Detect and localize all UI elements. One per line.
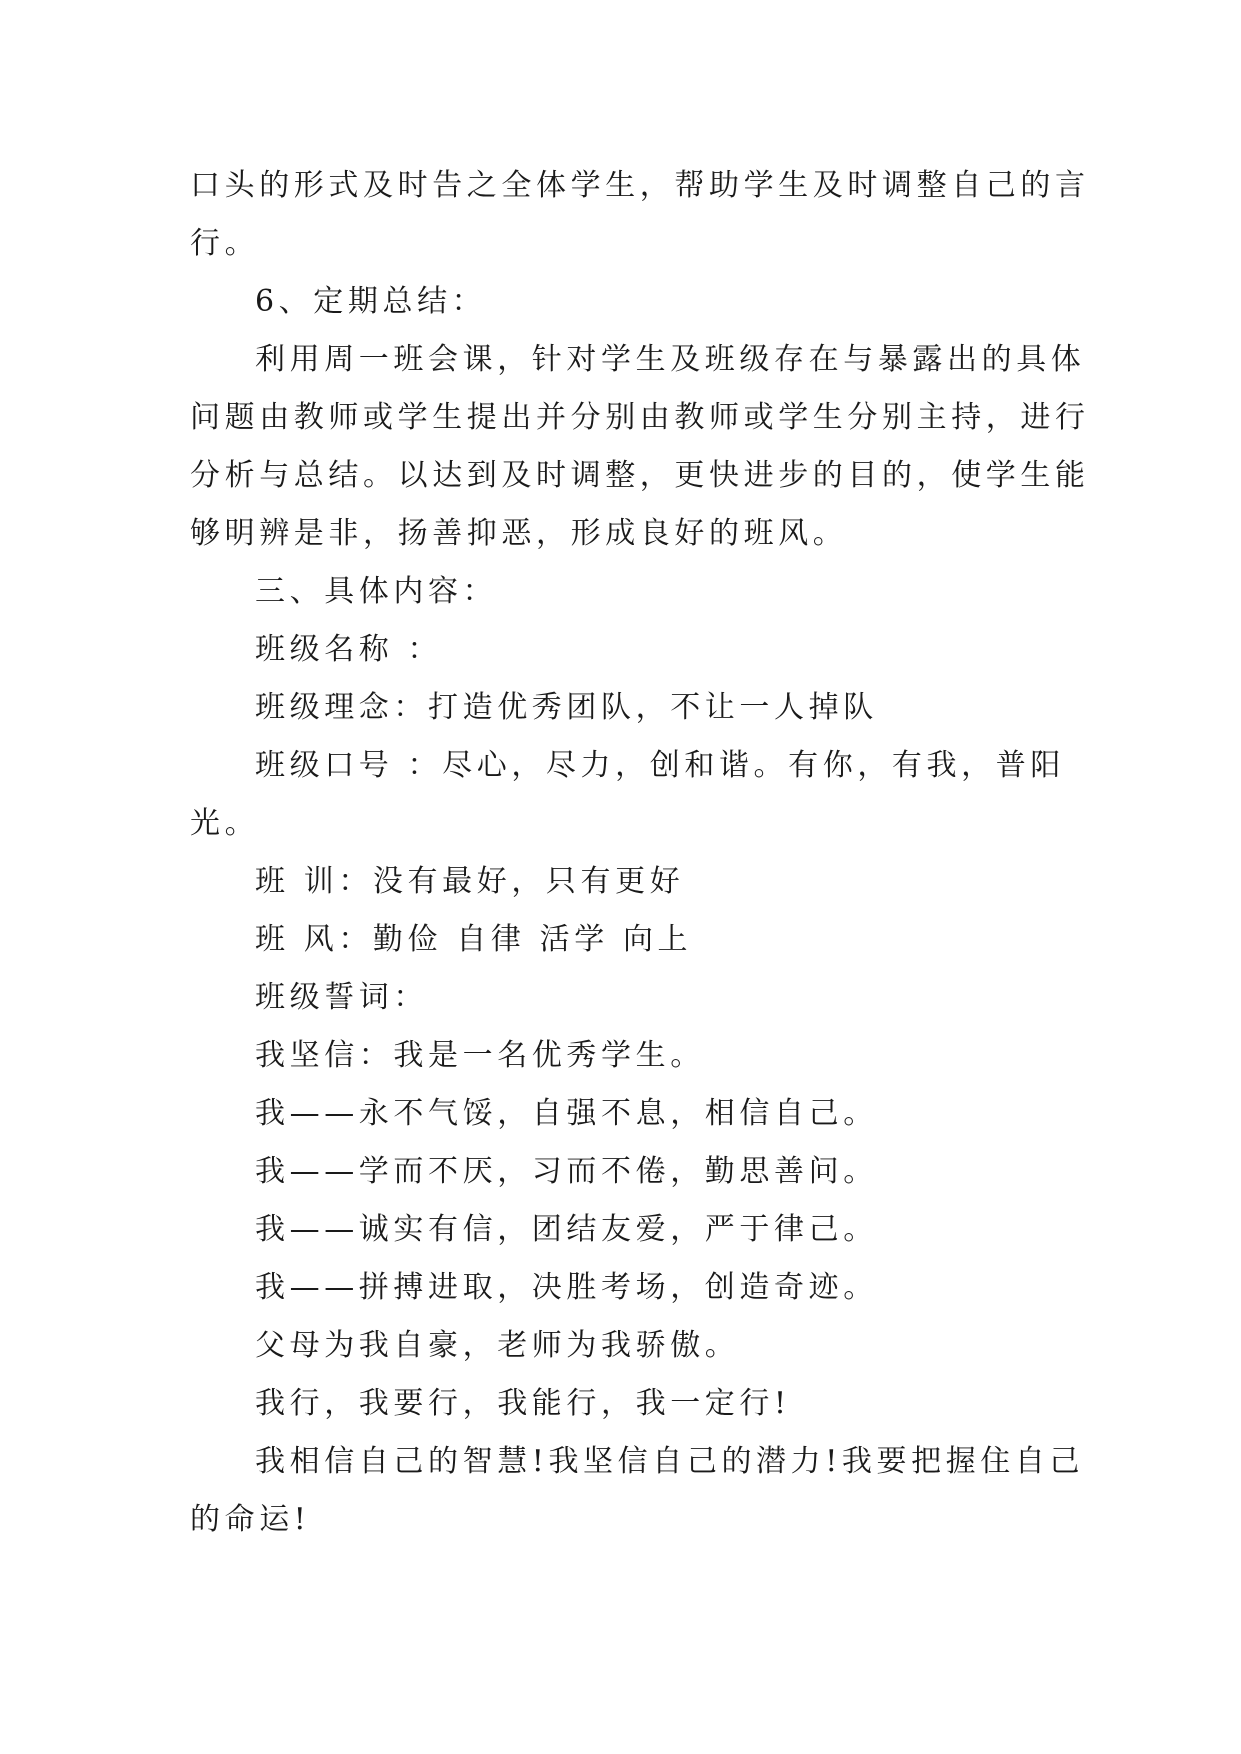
oath-line: 我——永不气馁，自强不息，相信自己。 — [255, 1096, 878, 1131]
oath-line: 的命运! — [190, 1502, 311, 1537]
class-style-line: 班 风：勤俭 自律 活学 向上 — [255, 922, 693, 957]
text-line: 光。 — [190, 806, 260, 841]
oath-line: 我——拼搏进取，决胜考场，创造奇迹。 — [255, 1270, 878, 1305]
class-oath-heading: 班级誓词： — [255, 980, 428, 1015]
oath-line: 我相信自己的智慧!我坚信自己的潜力!我要把握住自己 — [255, 1444, 1085, 1479]
section-heading: 三、具体内容： — [255, 574, 498, 609]
oath-line: 我行，我要行，我能行，我一定行! — [255, 1386, 791, 1421]
text-line: 口头的形式及时告之全体学生，帮助学生及时调整自己的言 — [190, 168, 1090, 203]
text-line: 够明辨是非，扬善抑恶，形成良好的班风。 — [190, 516, 848, 551]
class-motto-line: 班 训：没有最好，只有更好 — [255, 864, 685, 899]
text-line: 利用周一班会课，针对学生及班级存在与暴露出的具体 — [255, 342, 1086, 377]
text-line: 问题由教师或学生提出并分别由教师或学生分别主持，进行 — [190, 400, 1090, 435]
oath-line: 父母为我自豪，老师为我骄傲。 — [255, 1328, 740, 1363]
class-name-line: 班级名称 ： — [255, 632, 443, 667]
oath-line: 我坚信：我是一名优秀学生。 — [255, 1038, 705, 1073]
section-heading: 6、定期总结： — [255, 284, 487, 319]
text-line: 行。 — [190, 226, 260, 261]
text-line: 分析与总结。以达到及时调整，更快进步的目的，使学生能 — [190, 458, 1090, 493]
class-slogan-line: 班级口号 ：尽心，尽力，创和谐。有你，有我，普阳 — [255, 748, 1065, 783]
oath-line: 我——学而不厌，习而不倦，勤思善问。 — [255, 1154, 878, 1189]
class-concept-line: 班级理念：打造优秀团队，不让一人掉队 — [255, 690, 878, 725]
oath-line: 我——诚实有信，团结友爱，严于律己。 — [255, 1212, 878, 1247]
